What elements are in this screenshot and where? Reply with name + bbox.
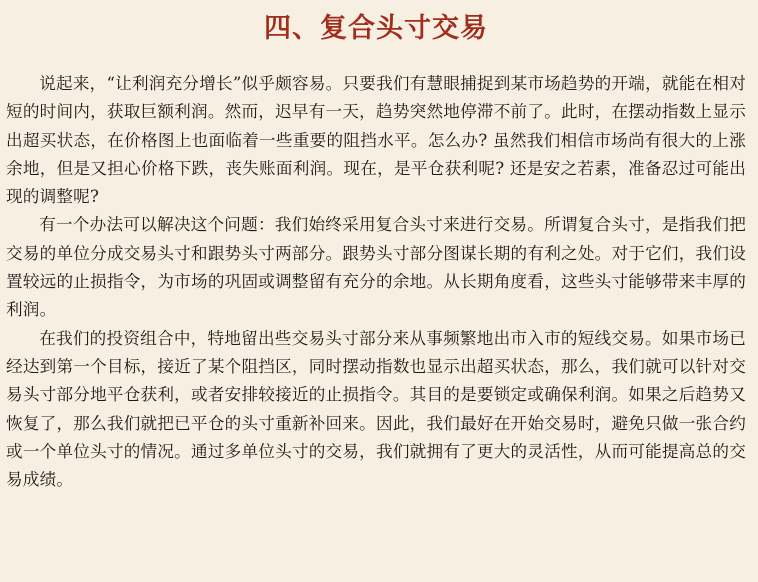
section-heading: 四、复合头寸交易 — [264, 13, 488, 44]
paragraph-1: 说起来，“让利润充分增长”似乎颇容易。只要我们有慧眼捕捉到某市场趋势的开端，就能在相对短的时间内，获取巨额利润。然而，迟早有一天，趋势突然地停滞不前了。此时，在摆动指数上显示出超买状态，在价格图上也面临着一些重要的阻挡水平。怎么办? 虽然我们相信市场尚有很大的上涨余地，但是又担心价格下跌，丧失账面利润。现在，是平仓获利呢? 还是安之若素，准备忍过可能出现的调整呢? — [6, 74, 746, 207]
paragraph-2: 有一个办法可以解决这个问题：我们始终采用复合头寸来进行交易。所谓复合头寸，是指我们把交易的单位分成交易头寸和跟势头寸两部分。跟势头寸部分图谋长期的有利之处。对于它们，我们设置较远的止损指令，为市场的巩固或调整留有充分的余地。从长期角度看，这些头寸能够带来丰厚的利润。 — [6, 215, 746, 320]
body-text — [6, 70, 746, 494]
paragraph-3: 在我们的投资组合中，特地留出些交易头寸部分来从事频繁地出市入市的短线交易。如果市场已经达到第一个目标，接近了某个阻挡区，同时摆动指数也显示出超买状态，那么，我们就可以针对交易头寸部分地平仓获利，或者安排较接近的止损指令。其目的是要锁定或确保利润。如果之后趋势又恢复了，那么我们就把已平仓的头寸重新补回来。因此，我们最好在开始交易时，避免只做一张合约或一个单位头寸的情况。通过多单位头寸的交易，我们就拥有了更大的灵活性，从而可能提高总的交易成绩。 — [6, 328, 746, 490]
